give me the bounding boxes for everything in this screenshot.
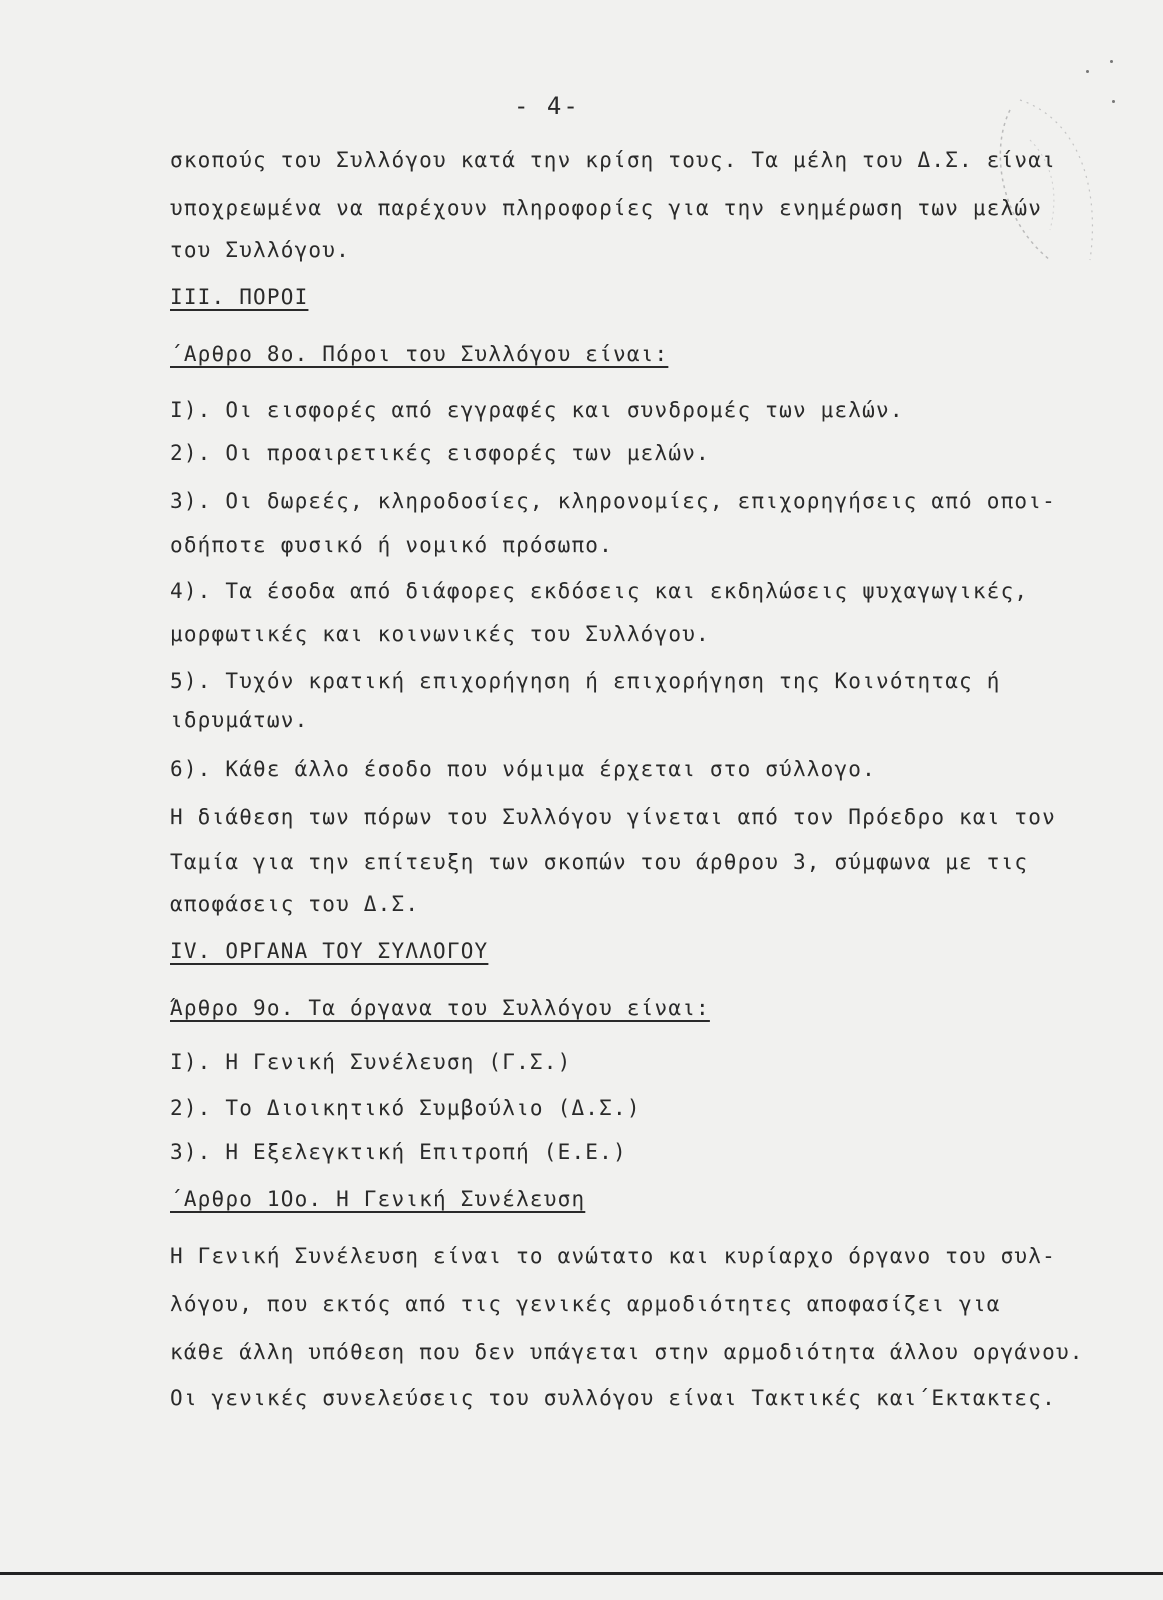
body-line: Η διάθεση των πόρων του Συλλόγου γίνεται από τον Πρόεδρο και τον <box>170 805 1056 829</box>
list-item: 2). Οι προαιρετικές εισφορές των μελών. <box>170 441 710 465</box>
margin-speck <box>1086 70 1089 73</box>
body-line: Η Γενική Συνέλευση είναι το ανώτατο και κυρίαρχο όργανο του συλ- <box>170 1244 1056 1268</box>
list-item: 3). Οι δωρεές, κληροδοσίες, κληρονομίες, επιχορηγήσεις από οποι- <box>170 489 1056 513</box>
section-heading: III. ΠΟΡΟΙ <box>170 285 309 309</box>
body-line: κάθε άλλη υπόθεση που δεν υπάγεται στην αρμοδιότητα άλλου οργάνου. <box>170 1340 1084 1364</box>
article-heading: ΄Αρθρο 8ο. Πόροι του Συλλόγου είναι: <box>170 342 669 366</box>
body-line: Ταμία για την επίτευξη των σκοπών του άρθρου 3, σύμφωνα με τις <box>170 850 1029 874</box>
article-heading: ΄Αρθρο 1Οο. Η Γενική Συνέλευση <box>170 1187 586 1211</box>
list-item: 2). Το Διοικητικό Συμβούλιο (Δ.Σ.) <box>170 1096 641 1120</box>
body-line: υποχρεωμένα να παρέχουν πληροφορίες για την ενημέρωση των μελών <box>170 196 1043 220</box>
body-line: ιδρυμάτων. <box>170 708 309 732</box>
body-line: σκοπούς του Συλλόγου κατά την κρίση τους. Τα μέλη του Δ.Σ. είναι <box>170 148 1056 172</box>
bottom-edge-rule <box>0 1572 1163 1575</box>
body-line: οδήποτε φυσικό ή νομικό πρόσωπο. <box>170 533 613 557</box>
body-line: του Συλλόγου. <box>170 238 350 262</box>
section-heading: IV. ΟΡΓΑΝΑ ΤΟΥ ΣΥΛΛΟΓΟΥ <box>170 939 489 963</box>
list-item: 5). Τυχόν κρατική επιχορήγηση ή επιχορήγηση της Κοινότητας ή <box>170 669 1001 693</box>
list-item: Ι). Οι εισφορές από εγγραφές και συνδρομές των μελών. <box>170 398 904 422</box>
margin-speck <box>1110 60 1113 63</box>
margin-speck <box>1112 100 1115 103</box>
stamp-seal <box>990 80 1110 270</box>
list-item: 4). Τα έσοδα από διάφορες εκδόσεις και εκδηλώσεις ψυχαγωγικές, <box>170 579 1029 603</box>
page-number: - 4- <box>514 92 580 120</box>
list-item: 3). Η Εξελεγκτική Επιτροπή (Ε.Ε.) <box>170 1140 627 1164</box>
body-line: Οι γενικές συνελεύσεις του συλλόγου είναι Τακτικές και΄Εκτακτες. <box>170 1386 1056 1410</box>
body-line: αποφάσεις του Δ.Σ. <box>170 892 420 916</box>
body-line: λόγου, που εκτός από τις γενικές αρμοδιότητες αποφασίζει για <box>170 1292 1001 1316</box>
list-item: Ι). Η Γενική Συνέλευση (Γ.Σ.) <box>170 1050 572 1074</box>
body-line: μορφωτικές και κοινωνικές του Συλλόγου. <box>170 622 710 646</box>
list-item: 6). Κάθε άλλο έσοδο που νόμιμα έρχεται στο σύλλογο. <box>170 757 876 781</box>
article-heading: Άρθρο 9ο. Τα όργανα του Συλλόγου είναι: <box>170 996 710 1020</box>
